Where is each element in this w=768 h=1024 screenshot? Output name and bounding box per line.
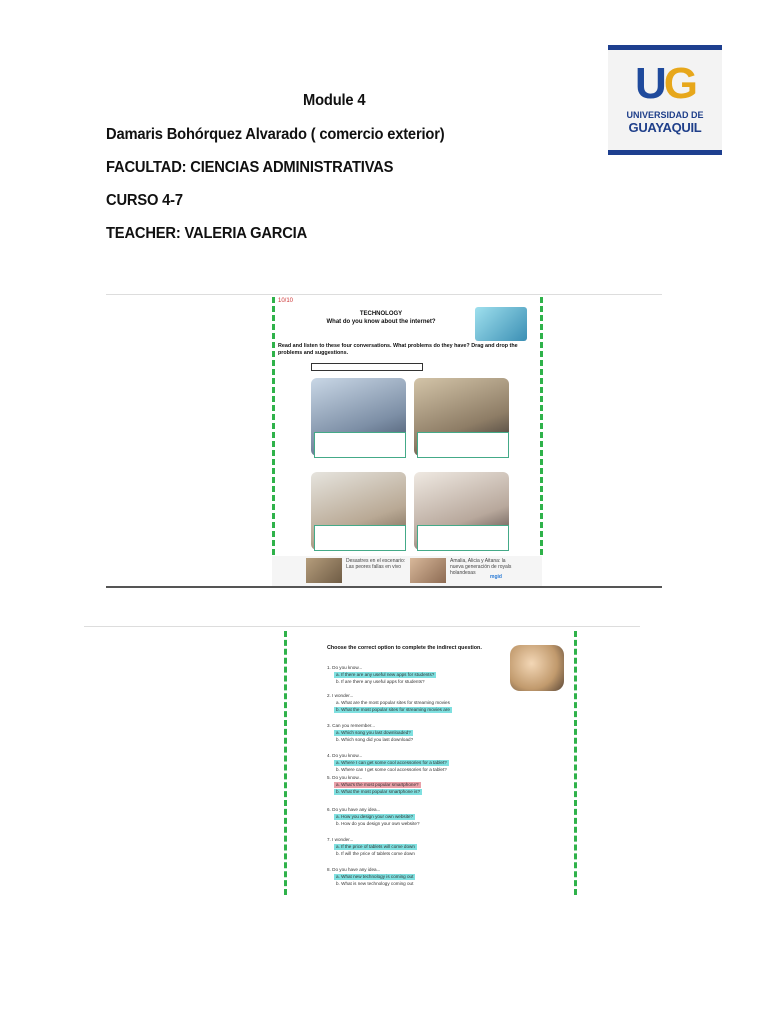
question-stem: Do you have any idea... (332, 867, 381, 872)
answer-option-b[interactable]: b. How do you design your own website? (336, 821, 420, 826)
question-number: 6. (327, 807, 331, 812)
answer-row (334, 672, 436, 678)
answer-option-b[interactable]: b. What the most popular smartphone is? (336, 789, 421, 794)
answer-row (334, 730, 413, 736)
answer-option-b[interactable]: b. Where can I get some cool accessories for a tablet? (336, 767, 447, 772)
question-number: 5. (327, 775, 331, 780)
answer-option-a[interactable]: a. What's the most popular smartphone? (336, 782, 419, 787)
question-stem: Do you know... (332, 775, 363, 780)
ad-image-2[interactable] (410, 558, 446, 583)
answer-option-b[interactable]: b. What the most popular sites for streaming movies are (336, 707, 450, 712)
logo-monogram: UG (634, 59, 695, 108)
question-header (327, 807, 380, 813)
question-number: 1. (327, 665, 331, 670)
question-stem: Can you remember... (332, 723, 376, 728)
question-stem: Do you know... (332, 753, 363, 758)
left-dashed-border (284, 631, 287, 895)
question-header (327, 723, 375, 729)
logo-line1: UNIVERSIDAD DE (626, 110, 704, 120)
question-number: 8. (327, 867, 331, 872)
right-dashed-border (540, 297, 543, 555)
course-line: CURSO 4-7 (106, 192, 183, 209)
ad-text-2[interactable]: Amalia, Alicia y Aitana: la nueva generación de royals holandesas (450, 558, 512, 576)
answer-row (334, 881, 415, 887)
answer-row (334, 767, 449, 773)
student-name: Damaris Bohórquez Alvarado ( comercio exterior) (106, 126, 445, 143)
logo-line2: GUAYAQUIL (628, 120, 702, 135)
conversation-bubble-2[interactable] (417, 432, 509, 458)
worksheet-screenshot-1 (106, 294, 662, 588)
right-dashed-border (574, 631, 577, 895)
ad-image-1[interactable] (306, 558, 342, 583)
answer-row (334, 782, 421, 788)
question-number: 4. (327, 753, 331, 758)
question-stem: I wonder... (332, 693, 354, 698)
worksheet-screenshot-2 (84, 626, 640, 899)
answer-option-a[interactable]: a. Which song you last downloaded? (336, 730, 411, 735)
question-number: 2. (327, 693, 331, 698)
answer-option-a[interactable]: a. How you design your own website? (336, 814, 414, 819)
answer-option-a[interactable]: a. If the price of tablets will come down (336, 844, 415, 849)
instruction-text: Read and listen to these four conversations. What problems do they have? Drag and drop the problems and suggestions. (278, 343, 518, 356)
question-stem: Do you have any idea... (332, 807, 381, 812)
technology-image (475, 307, 527, 341)
question-header (327, 867, 380, 873)
exercise-heading: Choose the correct option to complete the indirect question. (327, 645, 482, 651)
answer-row (334, 707, 452, 713)
question-stem: I wonder... (332, 837, 354, 842)
conversation-bubble-3[interactable] (314, 525, 406, 551)
answer-option-b[interactable]: b. What is new technology coming out (336, 881, 414, 886)
answer-row (334, 814, 415, 820)
answer-row (334, 874, 415, 880)
answer-row (334, 821, 422, 827)
answer-option-a[interactable]: a. If there are any useful new apps for students? (336, 672, 435, 677)
left-dashed-border (272, 297, 275, 555)
audio-player[interactable] (311, 363, 423, 371)
question-header (327, 837, 353, 843)
question-stem: Do you know... (332, 665, 363, 670)
answer-row (334, 737, 415, 743)
question-number: 3. (327, 723, 331, 728)
answer-row (334, 700, 452, 706)
answer-option-b[interactable]: b. If are there any useful apps for students? (336, 679, 425, 684)
faculty-line: FACULTAD: CIENCIAS ADMINISTRATIVAS (106, 159, 394, 176)
ad-text-1[interactable]: Desastres en el escenario: Las peores fallas en vivo (346, 558, 406, 570)
worksheet-title: TECHNOLOGY (359, 311, 403, 317)
question-header (327, 693, 353, 699)
answer-row (334, 789, 422, 795)
answer-option-a[interactable]: a. What are the most popular sites for streaming movies (336, 700, 450, 705)
answer-row (334, 760, 449, 766)
module-title: Module 4 (303, 92, 366, 109)
answer-option-a[interactable]: a. Where I can get some cool accessories for a tablet? (336, 760, 447, 765)
conversation-bubble-4[interactable] (417, 525, 509, 551)
university-logo (608, 45, 722, 155)
question-header (327, 753, 362, 759)
conversation-bubble-1[interactable] (314, 432, 406, 458)
answer-row (334, 844, 417, 850)
score-label: 10/10 (278, 298, 294, 304)
question-number: 7. (327, 837, 331, 842)
question-header (327, 665, 362, 671)
answer-option-a[interactable]: a. What new technology is coming out (336, 874, 414, 879)
answer-row (334, 679, 427, 685)
illustration-figure (510, 645, 564, 691)
answer-option-b[interactable]: b. Which song did you last download? (336, 737, 414, 742)
answer-row (334, 851, 417, 857)
question-header (327, 775, 362, 781)
teacher-line: TEACHER: VALERIA GARCIA (106, 225, 308, 242)
worksheet-subtitle: What do you know about the internet? (326, 319, 436, 325)
ad-brand[interactable]: mgid (490, 574, 502, 580)
answer-option-b[interactable]: b. If will the price of tablets come down (336, 851, 415, 856)
